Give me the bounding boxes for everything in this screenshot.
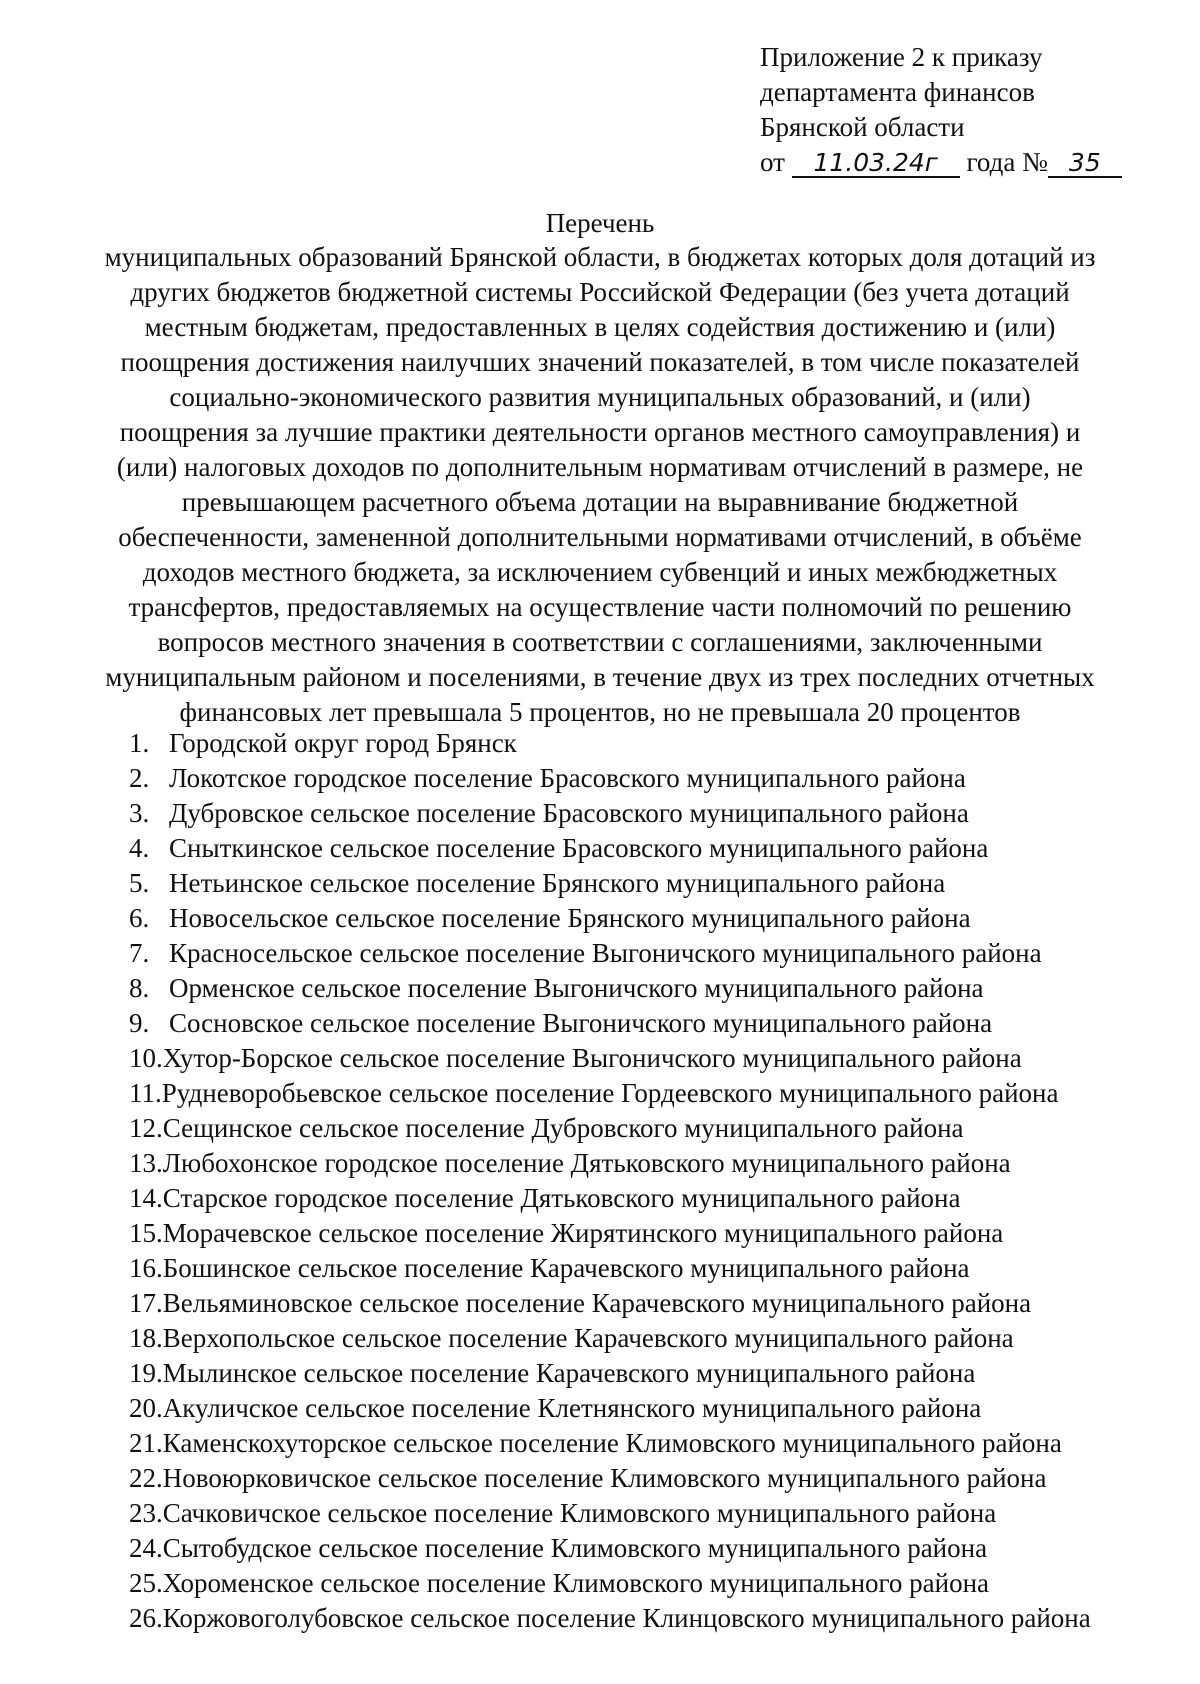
description-line: доходов местного бюджета, за исключением субвенций и иных межбюджетных <box>142 557 1058 587</box>
date-prefix: от <box>760 147 785 177</box>
item-number: 1. <box>129 728 150 758</box>
item-number: 26. <box>129 1603 163 1633</box>
item-text: Сещинское сельское поселение Дубровского муниципального района <box>162 1113 964 1143</box>
list-item <box>129 1391 1169 1426</box>
appendix-line-3: Брянской области <box>760 112 965 142</box>
item-text: Рудневоробьевское сельское поселение Гордеевского муниципального района <box>161 1078 1059 1108</box>
list-item <box>129 1146 1169 1181</box>
list-item <box>129 1111 1169 1146</box>
item-text: Верхопольское сельское поселение Карачевского муниципального района <box>162 1323 1014 1353</box>
item-number: 21. <box>129 1428 163 1458</box>
item-text: Дубровское сельское поселение Брасовского муниципального района <box>169 798 969 828</box>
item-text: Вельяминовское сельское поселение Карачевского муниципального района <box>162 1288 1032 1318</box>
item-text: Сачковичское сельское поселение Климовского муниципального района <box>162 1498 997 1528</box>
item-number: 24. <box>129 1533 163 1563</box>
item-number: 16. <box>129 1253 163 1283</box>
item-text: Сытобудское сельское поселение Климовского муниципального района <box>162 1533 988 1563</box>
list-item <box>129 971 1169 1006</box>
item-text: Мылинское сельское поселение Карачевского муниципального района <box>162 1358 976 1388</box>
item-number: 15. <box>129 1218 163 1248</box>
list-item <box>129 1041 1169 1076</box>
list-item <box>129 1286 1169 1321</box>
item-number: 22. <box>129 1463 163 1493</box>
item-number: 5. <box>129 868 150 898</box>
description-line: муниципальным районом и поселениями, в течение двух из трех последних отчетных <box>105 662 1095 692</box>
item-number: 17. <box>129 1288 163 1318</box>
appendix-line-1: Приложение 2 к приказу <box>760 42 1043 72</box>
item-text: Бошинское сельское поселение Карачевского муниципального района <box>162 1253 970 1283</box>
item-number: 11. <box>129 1078 162 1108</box>
appendix-date-line <box>760 145 1160 180</box>
list-item <box>129 1006 1169 1041</box>
list-item <box>129 796 1169 831</box>
description-line: поощрения за лучшие практики деятельности органов местного самоуправления) и <box>119 417 1081 447</box>
item-text: Старское городское поселение Дятьковского муниципального района <box>162 1183 961 1213</box>
item-text: Любохонское городское поселение Дятьковского муниципального района <box>162 1148 1011 1178</box>
list-item <box>129 831 1169 866</box>
list-item <box>129 936 1169 971</box>
list-item <box>129 1496 1169 1531</box>
list-item <box>129 1426 1169 1461</box>
list-item <box>129 1566 1169 1601</box>
list-item <box>129 726 1169 761</box>
item-text: Красносельское сельское поселение Выгоничского муниципального района <box>169 938 1042 968</box>
year-word: года <box>966 147 1016 177</box>
description-line: превышающем расчетного объема дотации на выравнивание бюджетной <box>181 487 1019 517</box>
item-text: Коржовоголубовское сельское поселение Клинцовского муниципального района <box>162 1603 1091 1633</box>
list-item <box>129 761 1169 796</box>
document-description <box>60 240 1140 730</box>
description-line: вопросов местного значения в соответствии с соглашениями, заключенными <box>157 627 1043 657</box>
list-item <box>129 1251 1169 1286</box>
description-line: финансовых лет превышала 5 процентов, но не превышала 20 процентов <box>179 697 1021 727</box>
item-text: Новоюрковичское сельское поселение Климовского муниципального района <box>162 1463 1047 1493</box>
item-number: 10. <box>129 1043 163 1073</box>
item-number: 14. <box>129 1183 163 1213</box>
item-text: Сныткинское сельское поселение Брасовского муниципального района <box>169 833 989 863</box>
list-item <box>129 901 1169 936</box>
list-item <box>129 1076 1169 1111</box>
item-text: Сосновское сельское поселение Выгоничского муниципального района <box>169 1008 993 1038</box>
item-text: Каменскохуторское сельское поселение Климовского муниципального района <box>162 1428 1062 1458</box>
item-number: 4. <box>129 833 150 863</box>
description-line: муниципальных образований Брянской области, в бюджетах которых доля дотаций из <box>104 242 1096 272</box>
item-text: Хороменское сельское поселение Климовского муниципального района <box>162 1568 990 1598</box>
item-number: 2. <box>129 763 150 793</box>
description-line: поощрения достижения наилучших значений показателей, в том числе показателей <box>120 347 1080 377</box>
list-item <box>129 1601 1169 1636</box>
item-text: Нетьинское сельское поселение Брянского муниципального района <box>169 868 946 898</box>
appendix-header <box>760 40 1160 180</box>
item-number: 7. <box>129 938 150 968</box>
item-text: Морачевское сельское поселение Жирятинского муниципального района <box>162 1218 1004 1248</box>
item-number: 13. <box>129 1148 163 1178</box>
item-number: 12. <box>129 1113 163 1143</box>
item-number: 9. <box>129 1008 150 1038</box>
item-number: 25. <box>129 1568 163 1598</box>
description-line: (или) налоговых доходов по дополнительным нормативам отчислений в размере, не <box>116 452 1084 482</box>
handwritten-number: 35 <box>1048 150 1122 178</box>
item-text: Хутор-Борское сельское поселение Выгоничского муниципального района <box>162 1043 1022 1073</box>
description-line: других бюджетов бюджетной системы Российской Федерации (без учета дотаций <box>130 277 1070 307</box>
list-item <box>129 1216 1169 1251</box>
item-number: 19. <box>129 1358 163 1388</box>
list-item <box>129 1321 1169 1356</box>
item-number: 3. <box>129 798 150 828</box>
description-line: местным бюджетам, предоставленных в целях содействия достижению и (или) <box>144 312 1056 342</box>
list-item <box>129 1461 1169 1496</box>
description-line: социально-экономического развития муниципальных образований, и (или) <box>169 382 1031 412</box>
document-title: Перечень <box>545 208 655 238</box>
description-line: обеспеченности, замененной дополнительными нормативами отчислений, в объёме <box>118 522 1082 552</box>
description-line: трансфертов, предоставляемых на осуществление части полномочий по решению <box>128 592 1072 622</box>
list-item <box>129 1531 1169 1566</box>
appendix-line-2: департамента финансов <box>760 77 1035 107</box>
item-number: 18. <box>129 1323 163 1353</box>
item-number: 6. <box>129 903 150 933</box>
number-sign: № <box>1022 147 1048 177</box>
handwritten-date: 11.03.24г <box>792 150 960 178</box>
list-item <box>129 1181 1169 1216</box>
item-text: Орменское сельское поселение Выгоничского муниципального района <box>169 973 984 1003</box>
municipality-list <box>129 726 1169 1636</box>
item-number: 23. <box>129 1498 163 1528</box>
item-text: Городской округ город Брянск <box>169 728 517 758</box>
list-item <box>129 1356 1169 1391</box>
item-text: Акуличское сельское поселение Клетнянского муниципального района <box>162 1393 982 1423</box>
item-number: 20. <box>129 1393 163 1423</box>
item-text: Локотское городское поселение Брасовского муниципального района <box>169 763 966 793</box>
item-number: 8. <box>129 973 150 1003</box>
item-text: Новосельское сельское поселение Брянского муниципального района <box>169 903 971 933</box>
list-item <box>129 866 1169 901</box>
